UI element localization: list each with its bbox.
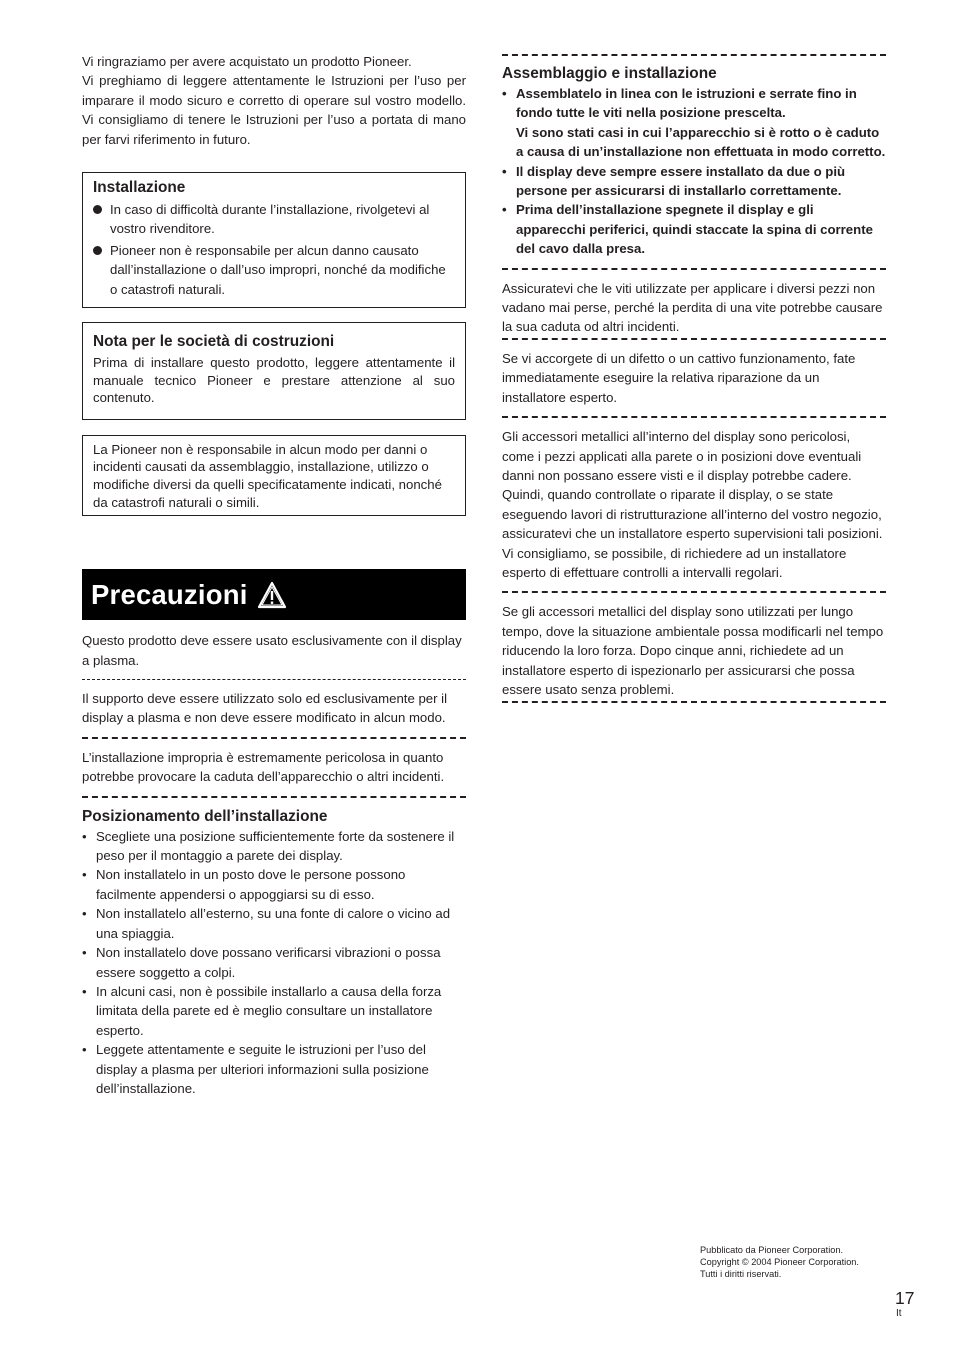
intro-line2: Vi preghiamo di leggere attentamente le Istruzioni per l’uso per imparare il modo sicuro e corretto di operare sul vostro modello. Vi consigliamo di tenere le Istruzioni per l’uso a portata di mano per farvi riferimento in futuro. (82, 73, 466, 147)
disclaimer-box (82, 435, 466, 516)
bullet-icon: • (502, 163, 507, 179)
assemblaggio-title: Assemblaggio e installazione (502, 65, 717, 82)
list-item: • Assemblatelo in linea con le istruzioni e serrate fino in fondo tutte le viti nella posizione prescelta. Vi sono stati casi in cui l’apparecchio si è rotto o è caduto a causa di un’installazione non effettuata in modo corretto. (502, 86, 886, 160)
dashed-divider (82, 737, 466, 739)
list-item: • Prima dell’installazione spegnete il display e gli apparecchi periferici, quindi staccate la spina di corrente del cavo dalla presa. (502, 202, 873, 257)
publisher-line3: Tutti i diritti riservati. (700, 1269, 782, 1279)
dashed-divider (502, 701, 886, 703)
list-item: Pioneer non è responsabile per alcun danno causato dall’installazione o dall’uso impropri, nonché da modifiche o catastrofi naturali. (93, 241, 455, 299)
intro (82, 52, 466, 149)
publisher-line2: Copyright © 2004 Pioneer Corporation. (700, 1257, 859, 1267)
language-code: It (896, 1308, 902, 1319)
precauzioni-p2: Il supporto deve essere utilizzato solo ed esclusivamente per il display a plasma e non deve essere modificato in alcun modo. (82, 691, 448, 726)
bullet-icon: • (82, 906, 87, 922)
dashed-divider (502, 416, 886, 418)
nota-title: Nota per le società di costruzioni (93, 333, 335, 351)
list-item: • Scegliete una posizione sufficientemente forte da sostenere il peso per il montaggio a parete dei display. (82, 828, 455, 864)
list-item: • Non installatelo all’esterno, su una fonte di calore o vicino ad una spiaggia. (82, 906, 451, 941)
installazione-list (93, 200, 455, 299)
bullet-icon: • (82, 945, 87, 961)
precauzioni-title: Precauzioni (91, 578, 248, 610)
disclaimer-text: La Pioneer non è responsabile in alcun modo per danni o incidenti causati da assemblaggio, installazione, utilizzo o modifiche diversi da quelli specificatamente indicati, nonché da catastrofi naturali o simili. (93, 441, 442, 510)
page-number: 17 (895, 1288, 915, 1308)
publisher-line1: Pubblicato da Pioneer Corporation. (700, 1245, 844, 1255)
dashed-divider (82, 679, 466, 680)
posizionamento-title: Posizionamento dell’installazione (82, 807, 328, 825)
precauzioni-p3: L’installazione impropria è estremamente pericolosa in quanto potrebbe provocare la caduta dell’apparecchio o altri incidenti. (82, 749, 445, 785)
right-column (502, 52, 886, 712)
nota-box (82, 322, 466, 420)
list-item: In caso di difficoltà durante l’installazione, rivolgetevi al vostro rivenditore. (93, 200, 455, 239)
posizionamento-list (82, 827, 466, 1099)
assemblaggio-list (502, 84, 886, 259)
bullet-icon: • (502, 202, 507, 218)
right-p2: Se vi accorgete di un difetto o un cattivo funzionamento, fate immediatamente eseguire la relativa riparazione da un installatore esperto. (502, 350, 856, 405)
warning-triangle-icon (257, 581, 287, 609)
dashed-divider (502, 54, 886, 56)
intro-line1: Vi ringraziamo per avere acquistato un prodotto Pioneer. (82, 54, 412, 69)
list-item: • Non installatelo in un posto dove le persone possono facilmente appendersi o appoggiarsi su di esso. (82, 867, 406, 902)
right-p3b: Vi consigliamo, se possibile, di richiedere ad un installatore esperto di effettuare controlli a intervalli regolari. (502, 545, 847, 580)
precauzioni-p1: Questo prodotto deve essere usato esclusivamente con il display a plasma. (82, 633, 462, 668)
nota-text: Prima di installare questo prodotto, leggere attentamente il manuale tecnico Pioneer e prestare attenzione al suo contenuto. (93, 355, 455, 406)
bullet-icon: • (82, 983, 87, 999)
publisher-note (700, 1244, 859, 1280)
bullet-icon: • (82, 1042, 87, 1058)
bullet-dot-icon (93, 205, 102, 214)
right-p4: Se gli accessori metallici del display sono utilizzati per lungo tempo, dove la situazione ambientale possa modificarli nel tempo riducendo la loro forza. Dopo cinque anni, richiedete ad un installatore esperto di ispezionarlo per assicurarsi che possa essere usato senza problemi. (502, 604, 884, 697)
list-item: • In alcuni casi, non è possibile installarlo a causa della forza limitata della parete ed è meglio consultare un installatore esperto. (82, 983, 442, 1038)
bullet-icon: • (502, 86, 507, 101)
installazione-box (82, 172, 466, 308)
list-item: • Leggete attentamente e seguite le istruzioni per l’uso del display a plasma per ulteriori informazioni sulla posizione dell’installazione. (82, 1042, 429, 1096)
list-item: • Il display deve sempre essere installato da due o più persone per assicurarsi di installarlo correttamente. (502, 163, 846, 199)
bullet-icon: • (82, 828, 87, 844)
right-p3: Gli accessori metallici all’interno del display sono pericolosi, come i pezzi applicati alla parete o in posizioni dove eventuali danni non possano essere visti e il display potrebbe cadere. Quindi, quando controllate o riparate il display, o se state eseguendo lavori di ristrutturazione all’interno del vostro negozio, assicuratevi che un installatore esperto supervisioni tali posizioni. (502, 429, 883, 542)
left-column (82, 52, 466, 1098)
list-item: • Non installatelo dove possano verificarsi vibrazioni o possa essere soggetto a colpi. (82, 945, 441, 980)
dashed-divider (502, 268, 886, 270)
bullet-icon: • (82, 867, 87, 883)
bullet-dot-icon (93, 246, 102, 255)
dashed-divider (502, 338, 886, 340)
right-p1: Assicuratevi che le viti utilizzate per applicare i diversi pezzi non vadano mai perse, perché la perdita di una vite potrebbe causare la sua caduta od altri incidenti. (502, 280, 883, 335)
dashed-divider (82, 796, 466, 798)
installazione-title: Installazione (93, 179, 186, 197)
dashed-divider (502, 591, 886, 593)
precauzioni-banner (82, 569, 466, 620)
